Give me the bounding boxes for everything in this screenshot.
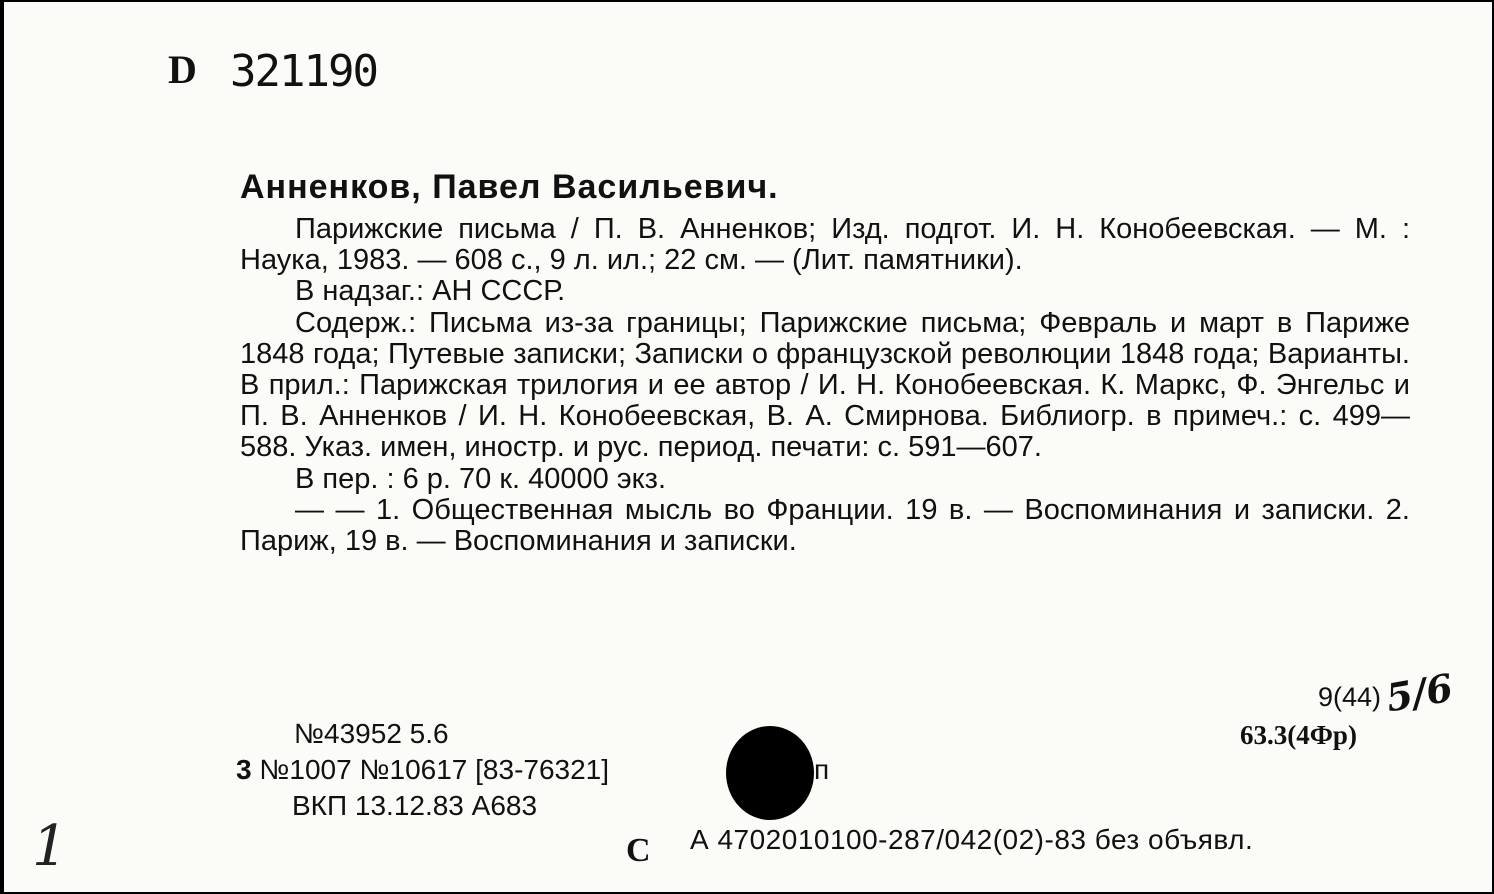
registration-line-3: ВКП 13.12.83 А683	[292, 790, 538, 821]
bibliographic-description	[240, 214, 1410, 557]
registration-line-1: №43952 5.6	[294, 718, 449, 749]
publisher-code-line: А 4702010100-287/042(02)-83 без объявл.	[690, 824, 1254, 855]
udc-index: 9(44)	[1318, 682, 1382, 712]
registration-number-prefix: 3	[236, 754, 252, 785]
registration-numbers: №1007 №10617 [83-76321]	[259, 754, 610, 785]
subject-headings: — — 1. Общественная мысль во Франции. 19 в. — Воспоминания и записки. 2. Париж, 19 в. — Воспоминания и записки.	[240, 493, 1410, 558]
udc-handwritten-note: 5/6	[1382, 664, 1457, 721]
punch-hole	[726, 726, 814, 820]
c-mark: С	[626, 832, 651, 869]
contents-note: Содерж.: Письма из-за границы; Парижские письма; Февраль и март в Париже 1848 года; Путевые записки; Записки о французской революции 1848 года; Варианты. В прил.: Парижская трилогия и ее автор / И. Н. Конобеевская. К. Маркс, Ф. Энгельс и П. В. Анненков / И. Н. Конобеевская, В. А. Смирнова. Библиогр. в примеч.: с. 499—588. Указ. имен, иностр. и рус. период. печати: с. 591—607.	[240, 306, 1410, 464]
author-heading: Анненков, Павел Васильевич.	[240, 168, 779, 206]
price-note: В пер. : 6 р. 70 к. 40000 экз.	[295, 462, 666, 495]
title-paragraph: Парижские письма / П. В. Анненков; Изд. подгот. И. Н. Конобеевская. — М. : Наука, 1983. — 608 с., 9 л. ил.; 22 см. — (Лит. памятники).	[240, 213, 1410, 277]
catalog-card	[4, 2, 1492, 892]
header-note: В надзаг.: АН СССР.	[295, 275, 566, 308]
handwritten-number: 1	[32, 814, 68, 879]
registration-line-2	[236, 754, 609, 786]
registration-line-tail: п	[814, 754, 830, 785]
bbk-index: 63.3(4Фр)	[1240, 720, 1357, 750]
inventory-prefix: D	[168, 47, 197, 92]
inventory-number: 321190	[230, 46, 377, 97]
